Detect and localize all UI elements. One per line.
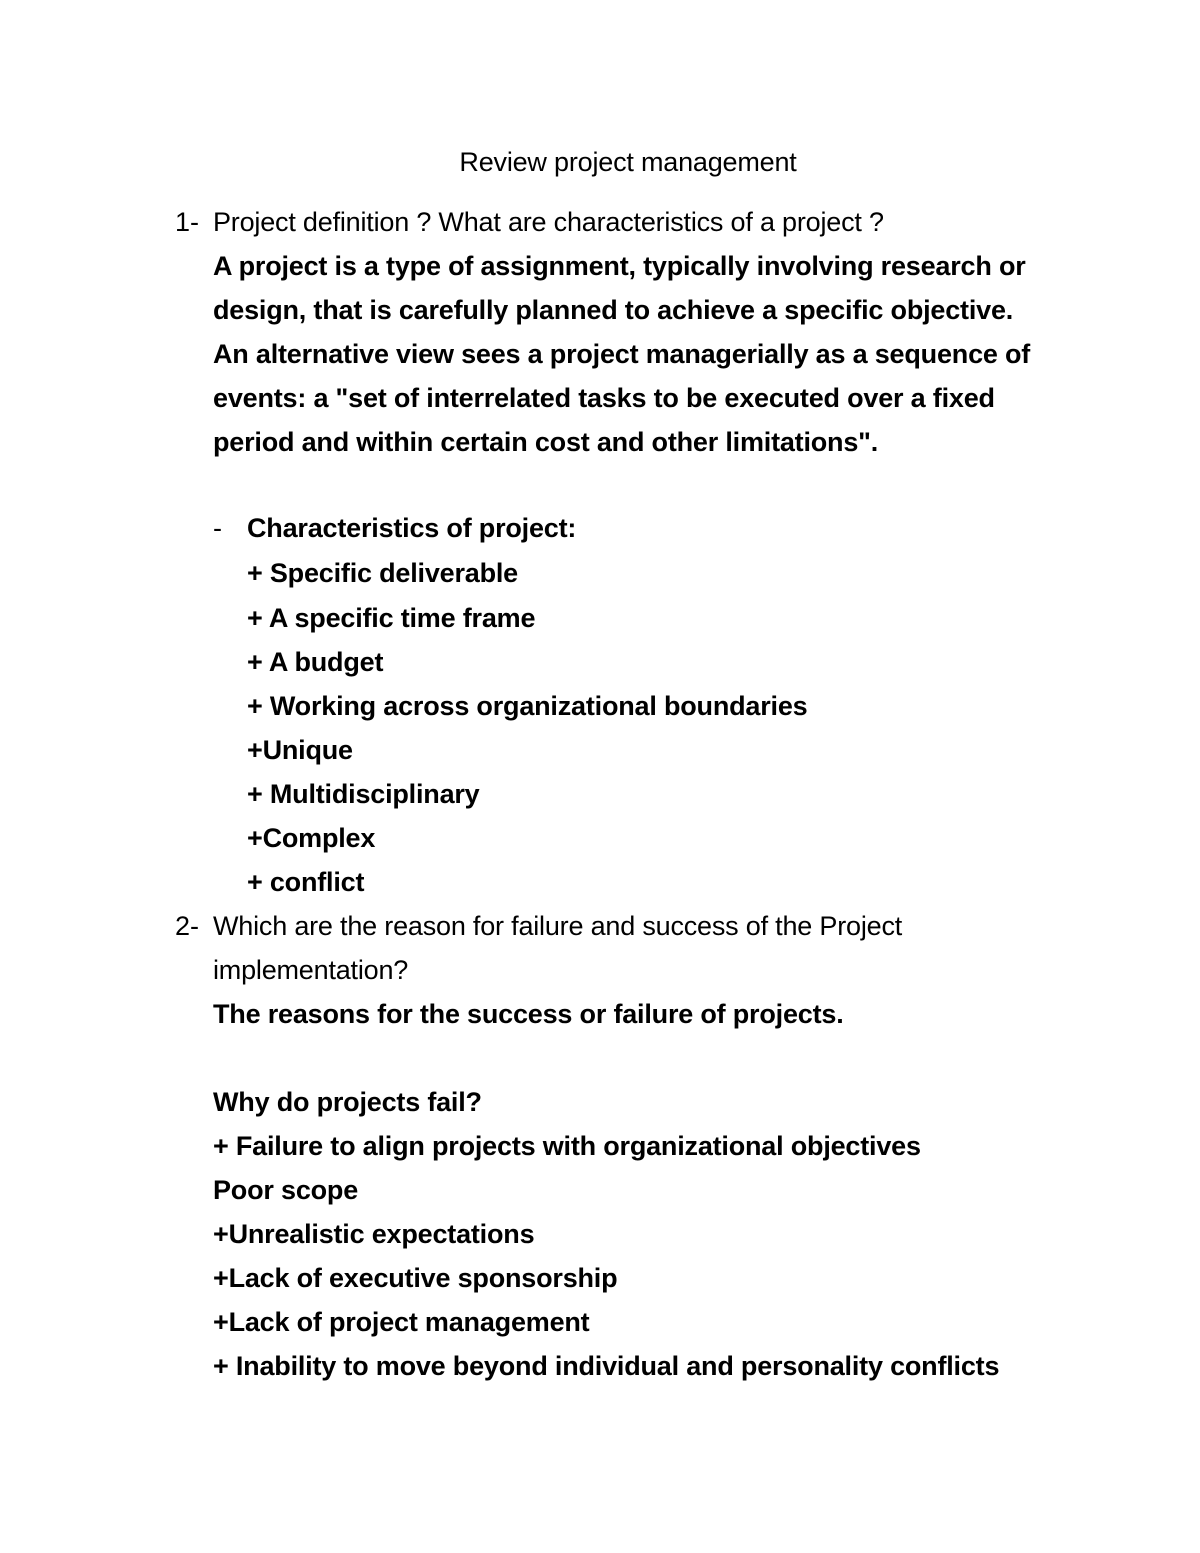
characteristics-dash: -: [213, 513, 222, 543]
fail-item: +Lack of project management: [213, 1307, 590, 1337]
q1-answer-line: A project is a type of assignment, typically involving research or: [213, 251, 1026, 281]
characteristic-item: + conflict: [247, 867, 365, 897]
fail-item: + Inability to move beyond individual and personality conflicts: [213, 1351, 1000, 1381]
question-1-number: 1-: [175, 207, 200, 237]
characteristic-item: + A specific time frame: [247, 603, 536, 633]
characteristic-item: +Unique: [247, 735, 353, 765]
question-1-text: Project definition ? What are characteristics of a project ?: [213, 207, 884, 237]
characteristic-item: + Multidisciplinary: [247, 779, 480, 809]
fail-item: + Failure to align projects with organizational objectives: [213, 1131, 921, 1161]
fail-item: Poor scope: [213, 1175, 359, 1205]
question-2-number: 2-: [175, 911, 200, 941]
fail-item: +Lack of executive sponsorship: [213, 1263, 618, 1293]
q1-answer-line: period and within certain cost and other limitations".: [213, 427, 879, 457]
question-2-text: Which are the reason for failure and success of the Project: [213, 911, 903, 941]
fail-item: +Unrealistic expectations: [213, 1219, 535, 1249]
q1-answer-line: events: a "set of interrelated tasks to be executed over a fixed: [213, 383, 995, 413]
q1-answer-line: design, that is carefully planned to achieve a specific objective.: [213, 295, 1014, 325]
characteristic-item: + Specific deliverable: [247, 558, 518, 588]
document-title: Review project management: [459, 147, 797, 177]
q2-answer-heading: The reasons for the success or failure of projects.: [213, 999, 844, 1029]
question-2-text: implementation?: [213, 955, 409, 985]
fail-heading: Why do projects fail?: [213, 1087, 482, 1117]
characteristics-heading: Characteristics of project:: [247, 513, 577, 543]
characteristic-item: +Complex: [247, 823, 376, 853]
characteristic-item: + Working across organizational boundaries: [247, 691, 808, 721]
q1-answer-line: An alternative view sees a project managerially as a sequence of: [213, 339, 1031, 369]
characteristic-item: + A budget: [247, 647, 384, 677]
